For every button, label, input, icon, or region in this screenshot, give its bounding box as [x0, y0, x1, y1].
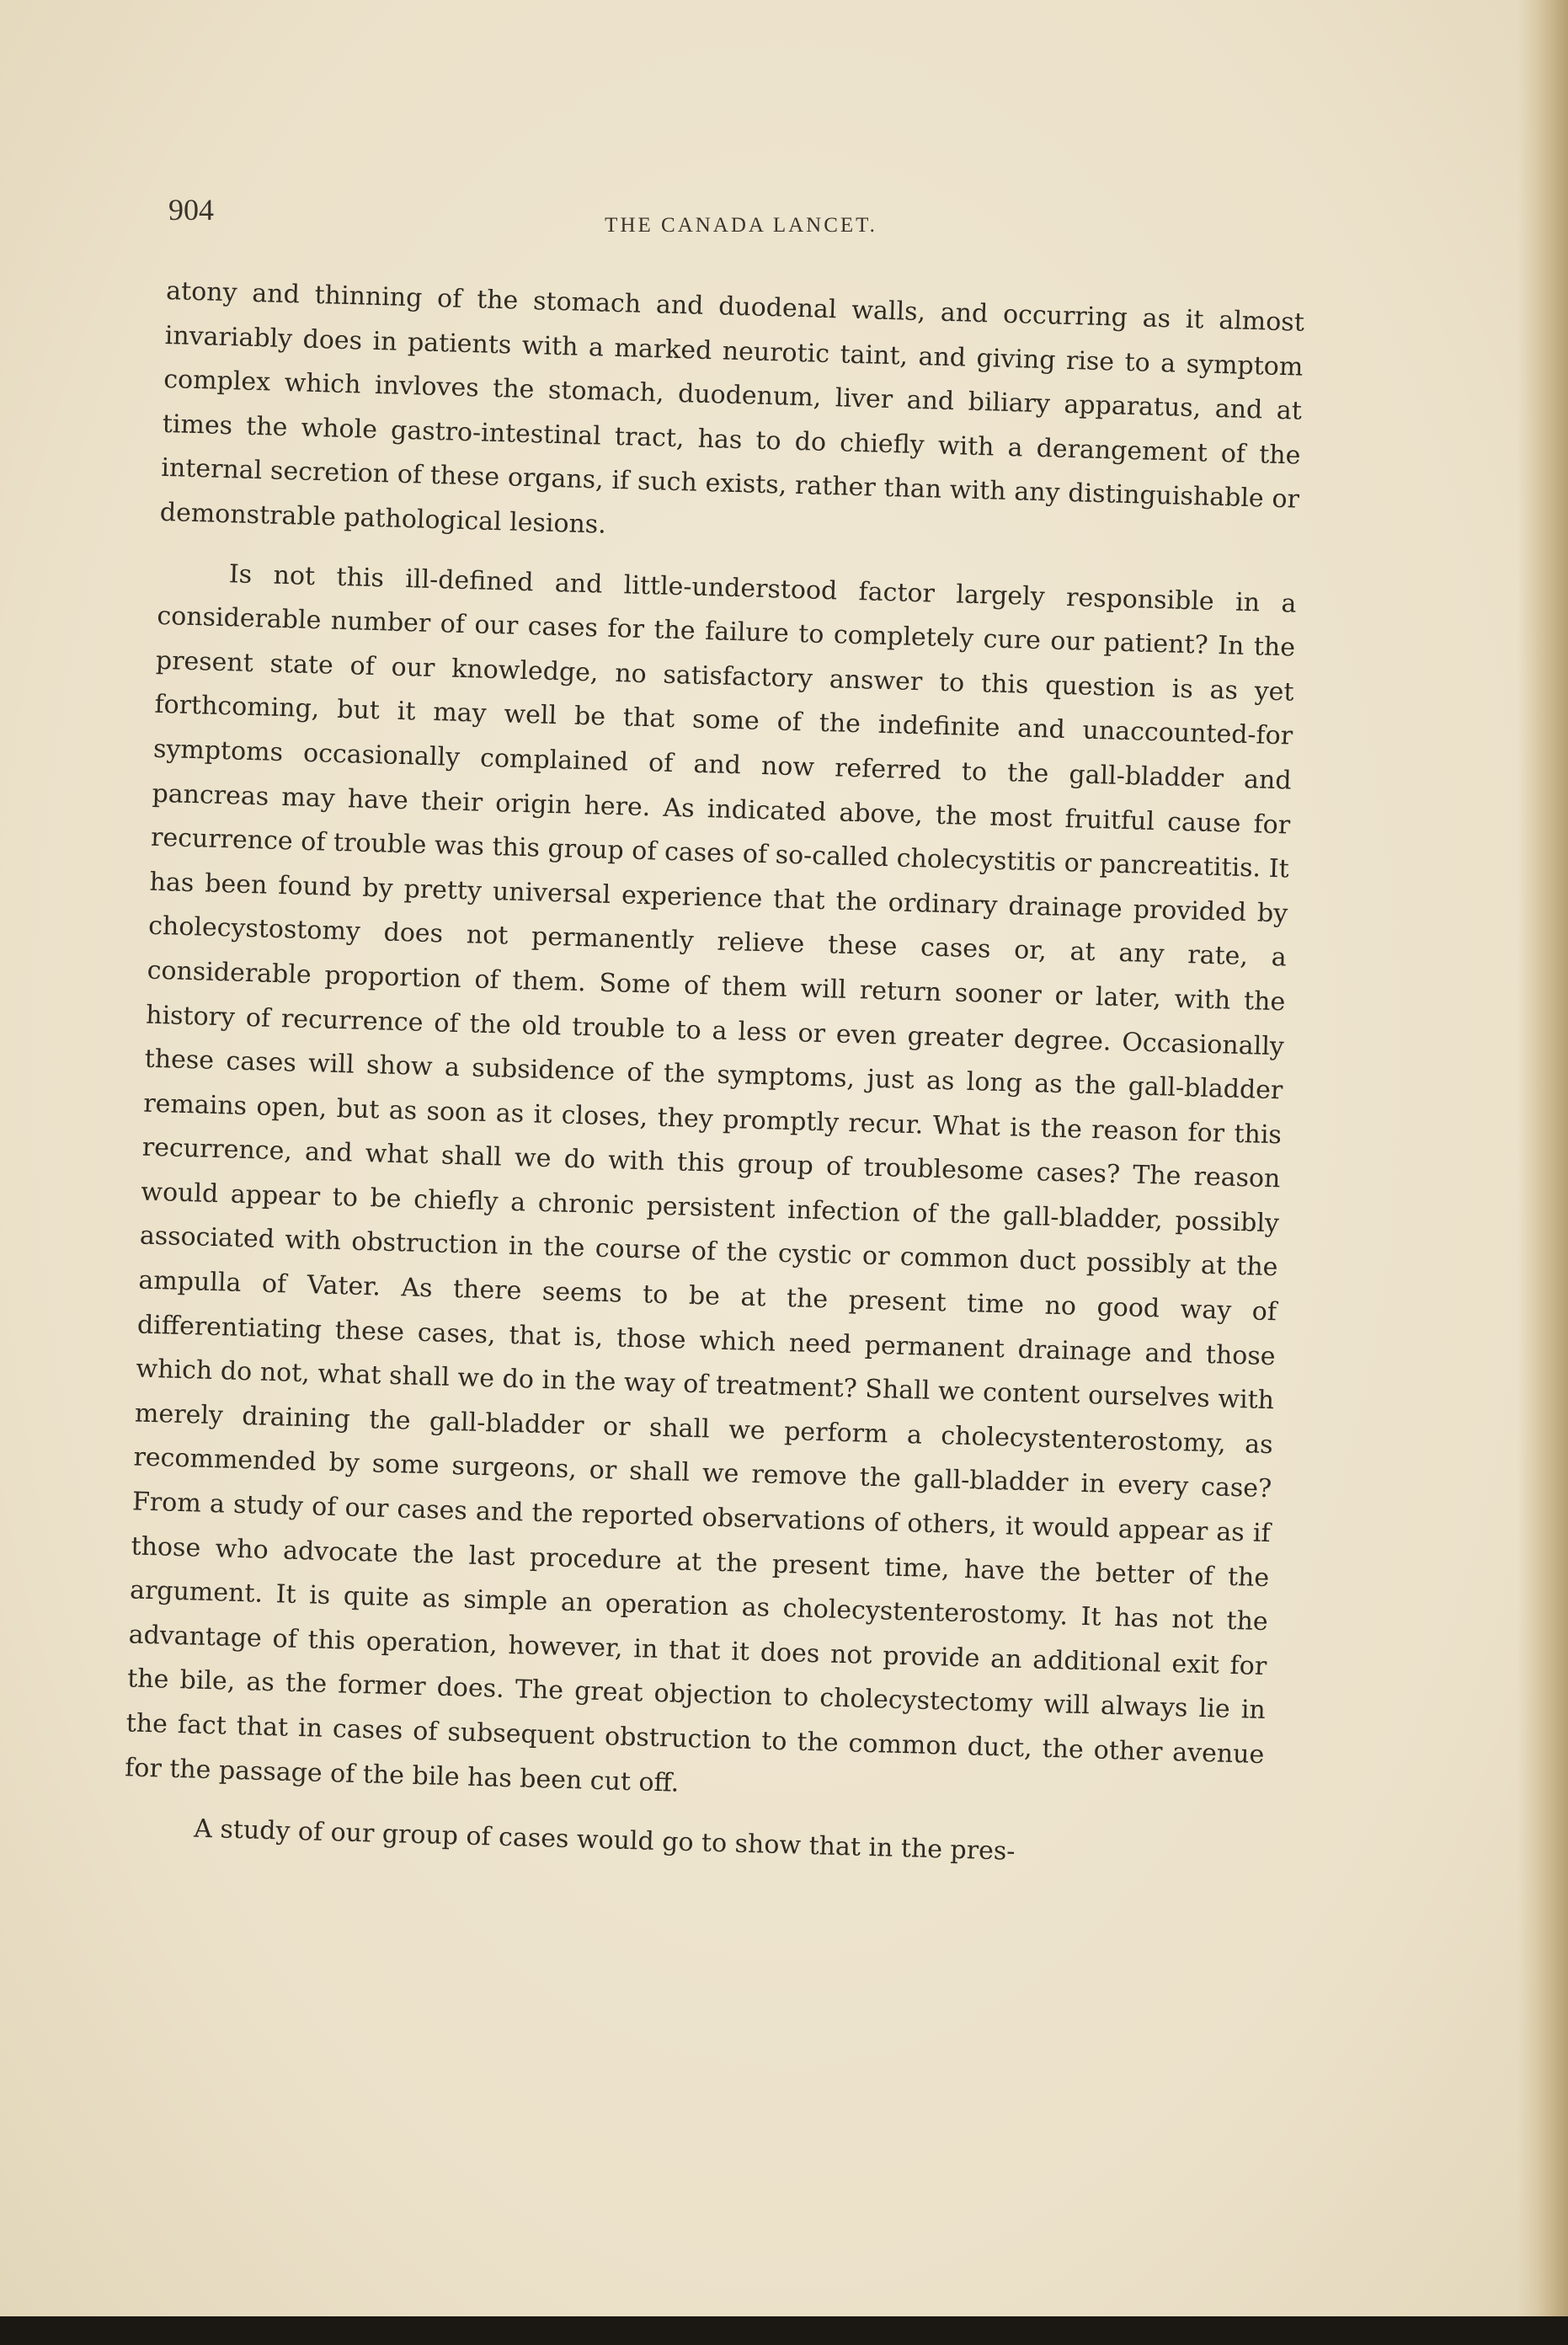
running-title: THE CANADA LANCET. [605, 214, 877, 237]
paragraph-1: atony and thinning of the stomach and duodenal walls, and occurring as it almost invariably does in patients with a marked neurotic taint, and giving rise to a symptom complex which invloves the stomach, duodenum, liver and biliary apparatus, and at times the whole gastro-intestinal tract, has to do chiefly with a derangement of the internal secretion of these organs, if such exists, rather than with any distinguishable or demonstrable pathological lesions. [159, 275, 1305, 540]
article-body [123, 270, 1305, 1882]
page-edge-shadow [1517, 0, 1568, 2345]
page-number: 904 [168, 193, 214, 227]
paragraph-2: Is not this ill-defined and little-understood factor largely responsible in a considerable number of our cases for the failure to completely cure our patient? In the present state of our knowledge, no satisfactory answer to this question is as yet forthcoming, but it may well be that some of the indefinite and unaccounted-for symptoms occasionally complained of and now referred to the gall-bladder and pancreas may have their origin here. As indicated above, the most fruitful cause for recurrence of trouble was this group of cases of so-called cholecystitis or pancreatitis. It has been found by pretty universal experience that the ordinary drainage provided by cholecystostomy does not permanently relieve these cases or, at any rate, a considerable proportion of them. Some of them will return sooner or later, with the history of recurrence of the old trouble to a less or even greater degree. Occasionally these cases will show a subsidence of the symptoms, just as long as the gall-bladder remains open, but as soon as it closes, they promptly recur. What is the reason for this recurrence, and what shall we do with this group of troublesome cases? The reason would appear to be chiefly a chronic persistent infection of the gall-bladder, possibly associated with obstruction in the course of the cystic or common duct possibly at the ampulla of Vater. As there seems to be at the present time no good way of differentiating these cases, that is, those which need permanent drainage and those which do not, what shall we do in the way of treatment? Shall we content ourselves with merely draining the gall-bladder or shall we perform a cholecystenterostomy, as recommended by some surgeons, or shall we remove the gall-bladder in every case? From a study of our cases and the reported observations of others, it would appear as if those who advocate the last procedure at the present time, have the better of the argument. It is quite as simple an operation as cholecystenterostomy. It has not the advantage of this operation, however, in that it does not provide an additional exit for the bile, as the former does. The great objection to cholecystectomy will always lie in the fact that in cases of subsequent obstruction to the common duct, the other avenue for the passage of the bile has been cut off. [124, 558, 1297, 1798]
paragraph-3: A study of our group of cases would go to show that in the pres- [193, 1814, 1016, 1867]
scan-bottom-border [0, 2316, 1568, 2345]
page-header [168, 192, 1314, 243]
